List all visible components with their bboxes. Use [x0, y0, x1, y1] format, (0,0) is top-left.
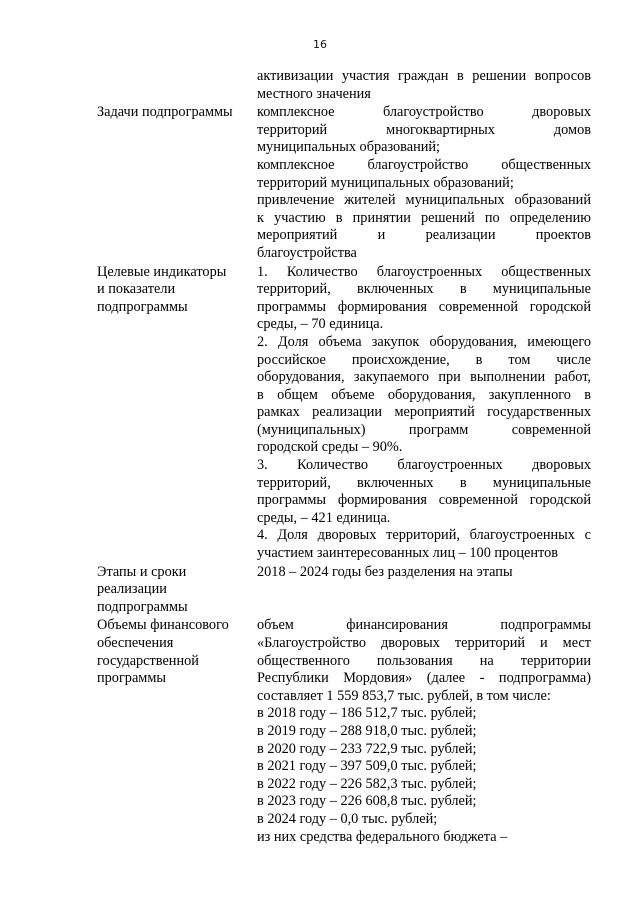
row-value-line: в общем объеме оборудования, закупленного в — [257, 386, 591, 403]
row-label — [97, 617, 257, 846]
row-stages-terms — [97, 564, 591, 617]
row-value — [257, 564, 591, 617]
row-value-line: среды, – 421 единица. — [257, 509, 391, 526]
row-label-line: Задачи подпрограммы — [97, 104, 233, 121]
row-label-line: программы — [97, 670, 167, 687]
row-value — [257, 617, 591, 846]
row-value-line: в 2021 году – 397 509,0 тыс. рублей; — [257, 758, 477, 775]
row-label-line: обеспечения — [97, 635, 174, 651]
row-value-line: привлечение жителей муниципальных образований — [257, 192, 591, 209]
row-value-line: объем финансирования подпрограммы — [257, 617, 591, 634]
row-label-line: подпрограммы — [97, 598, 188, 615]
row-value-line: среды, – 70 единица. — [257, 316, 384, 333]
row-label-line: государственной — [97, 652, 199, 669]
row-value-line: комплексное благоустройство общественных — [257, 156, 591, 173]
row-value-line: составляет 1 559 853,7 тыс. рублей, в том числе: — [257, 687, 551, 704]
row-value — [257, 104, 591, 262]
row-value-line: рамках реализации мероприятий государственных — [257, 404, 591, 421]
row-value-line: активизации участия граждан в решении вопросов — [257, 68, 591, 84]
subprogram-passport-table — [97, 68, 591, 846]
row-value-line: территорий, включенных в муниципальные — [257, 281, 591, 298]
row-value-line: местного значения — [257, 85, 371, 102]
row-value-line: Республики Мордовия» (далее - подпрограмма) — [257, 670, 591, 687]
row-value-line: территорий муниципальных образований; — [257, 174, 514, 191]
row-value-line: участием заинтересованных лиц – 100 процентов — [257, 545, 558, 562]
row-financing-volume — [97, 617, 591, 846]
row-value-line: российское происхождение, в том числе — [257, 351, 591, 368]
page-number: 16 — [313, 38, 327, 51]
row-value-line: из них средства федерального бюджета – — [257, 828, 508, 845]
row-tasks — [97, 104, 591, 262]
row-label — [97, 104, 257, 262]
row-value-line: программы формирования современной городской — [257, 298, 591, 315]
row-label — [97, 564, 257, 617]
row-label-line: подпрограммы — [97, 298, 188, 315]
row-value-line: территорий, включенных в муниципальные — [257, 474, 591, 491]
row-value-line: 2018 – 2024 годы без разделения на этапы — [257, 563, 513, 580]
row-label-line: Объемы финансового — [97, 617, 229, 634]
row-value — [257, 264, 591, 563]
row-value-line: в 2019 году – 288 918,0 тыс. рублей; — [257, 722, 477, 739]
row-value-line: мероприятий и реализации проектов — [257, 227, 591, 244]
row-value-line: в 2018 году – 186 512,7 тыс. рублей; — [257, 705, 477, 722]
row-value-line: (муниципальных) программ современной — [257, 421, 591, 438]
row-label-line: реализации — [97, 581, 167, 598]
row-value-line: оборудования, закупаемого при выполнении работ, — [257, 369, 591, 386]
row-value-line: 2. Доля объема закупок оборудования, имеющего — [257, 333, 591, 350]
row-value-line: в 2024 году – 0,0 тыс. рублей; — [257, 810, 438, 827]
row-value-line: к участию в принятии решений по определению — [257, 209, 591, 226]
row-goal-continuation — [97, 68, 591, 103]
row-value-line: благоустройства — [257, 244, 357, 261]
row-value-line: программы формирования современной городской — [257, 492, 591, 509]
row-value-line: муниципальных образований; — [257, 139, 441, 156]
row-value-line: в 2022 году – 226 582,3 тыс. рублей; — [257, 775, 477, 792]
row-value-line: «Благоустройство дворовых территорий и мест — [257, 635, 591, 651]
row-value — [257, 68, 591, 103]
row-value-line: 1. Количество благоустроенных общественных — [257, 263, 591, 280]
row-label-line: Целевые индикаторы — [97, 263, 227, 280]
row-value-line: в 2020 году – 233 722,9 тыс. рублей; — [257, 740, 477, 757]
row-value-line: городской среды – 90%. — [257, 439, 403, 456]
row-value-line: 3. Количество благоустроенных дворовых — [257, 457, 591, 474]
row-value-line: общественного пользования на территории — [257, 652, 591, 669]
row-value-line: территорий многоквартирных домов — [257, 121, 591, 138]
row-value-line: 4. Доля дворовых территорий, благоустроенных с — [257, 527, 591, 544]
row-label — [97, 264, 257, 563]
row-value-line: комплексное благоустройство дворовых — [257, 104, 591, 121]
row-label-line: и показатели — [97, 281, 176, 298]
row-value-line: в 2023 году – 226 608,8 тыс. рублей; — [257, 793, 477, 810]
row-label — [97, 68, 257, 103]
row-target-indicators — [97, 264, 591, 563]
row-label-line: Этапы и сроки — [97, 563, 187, 580]
